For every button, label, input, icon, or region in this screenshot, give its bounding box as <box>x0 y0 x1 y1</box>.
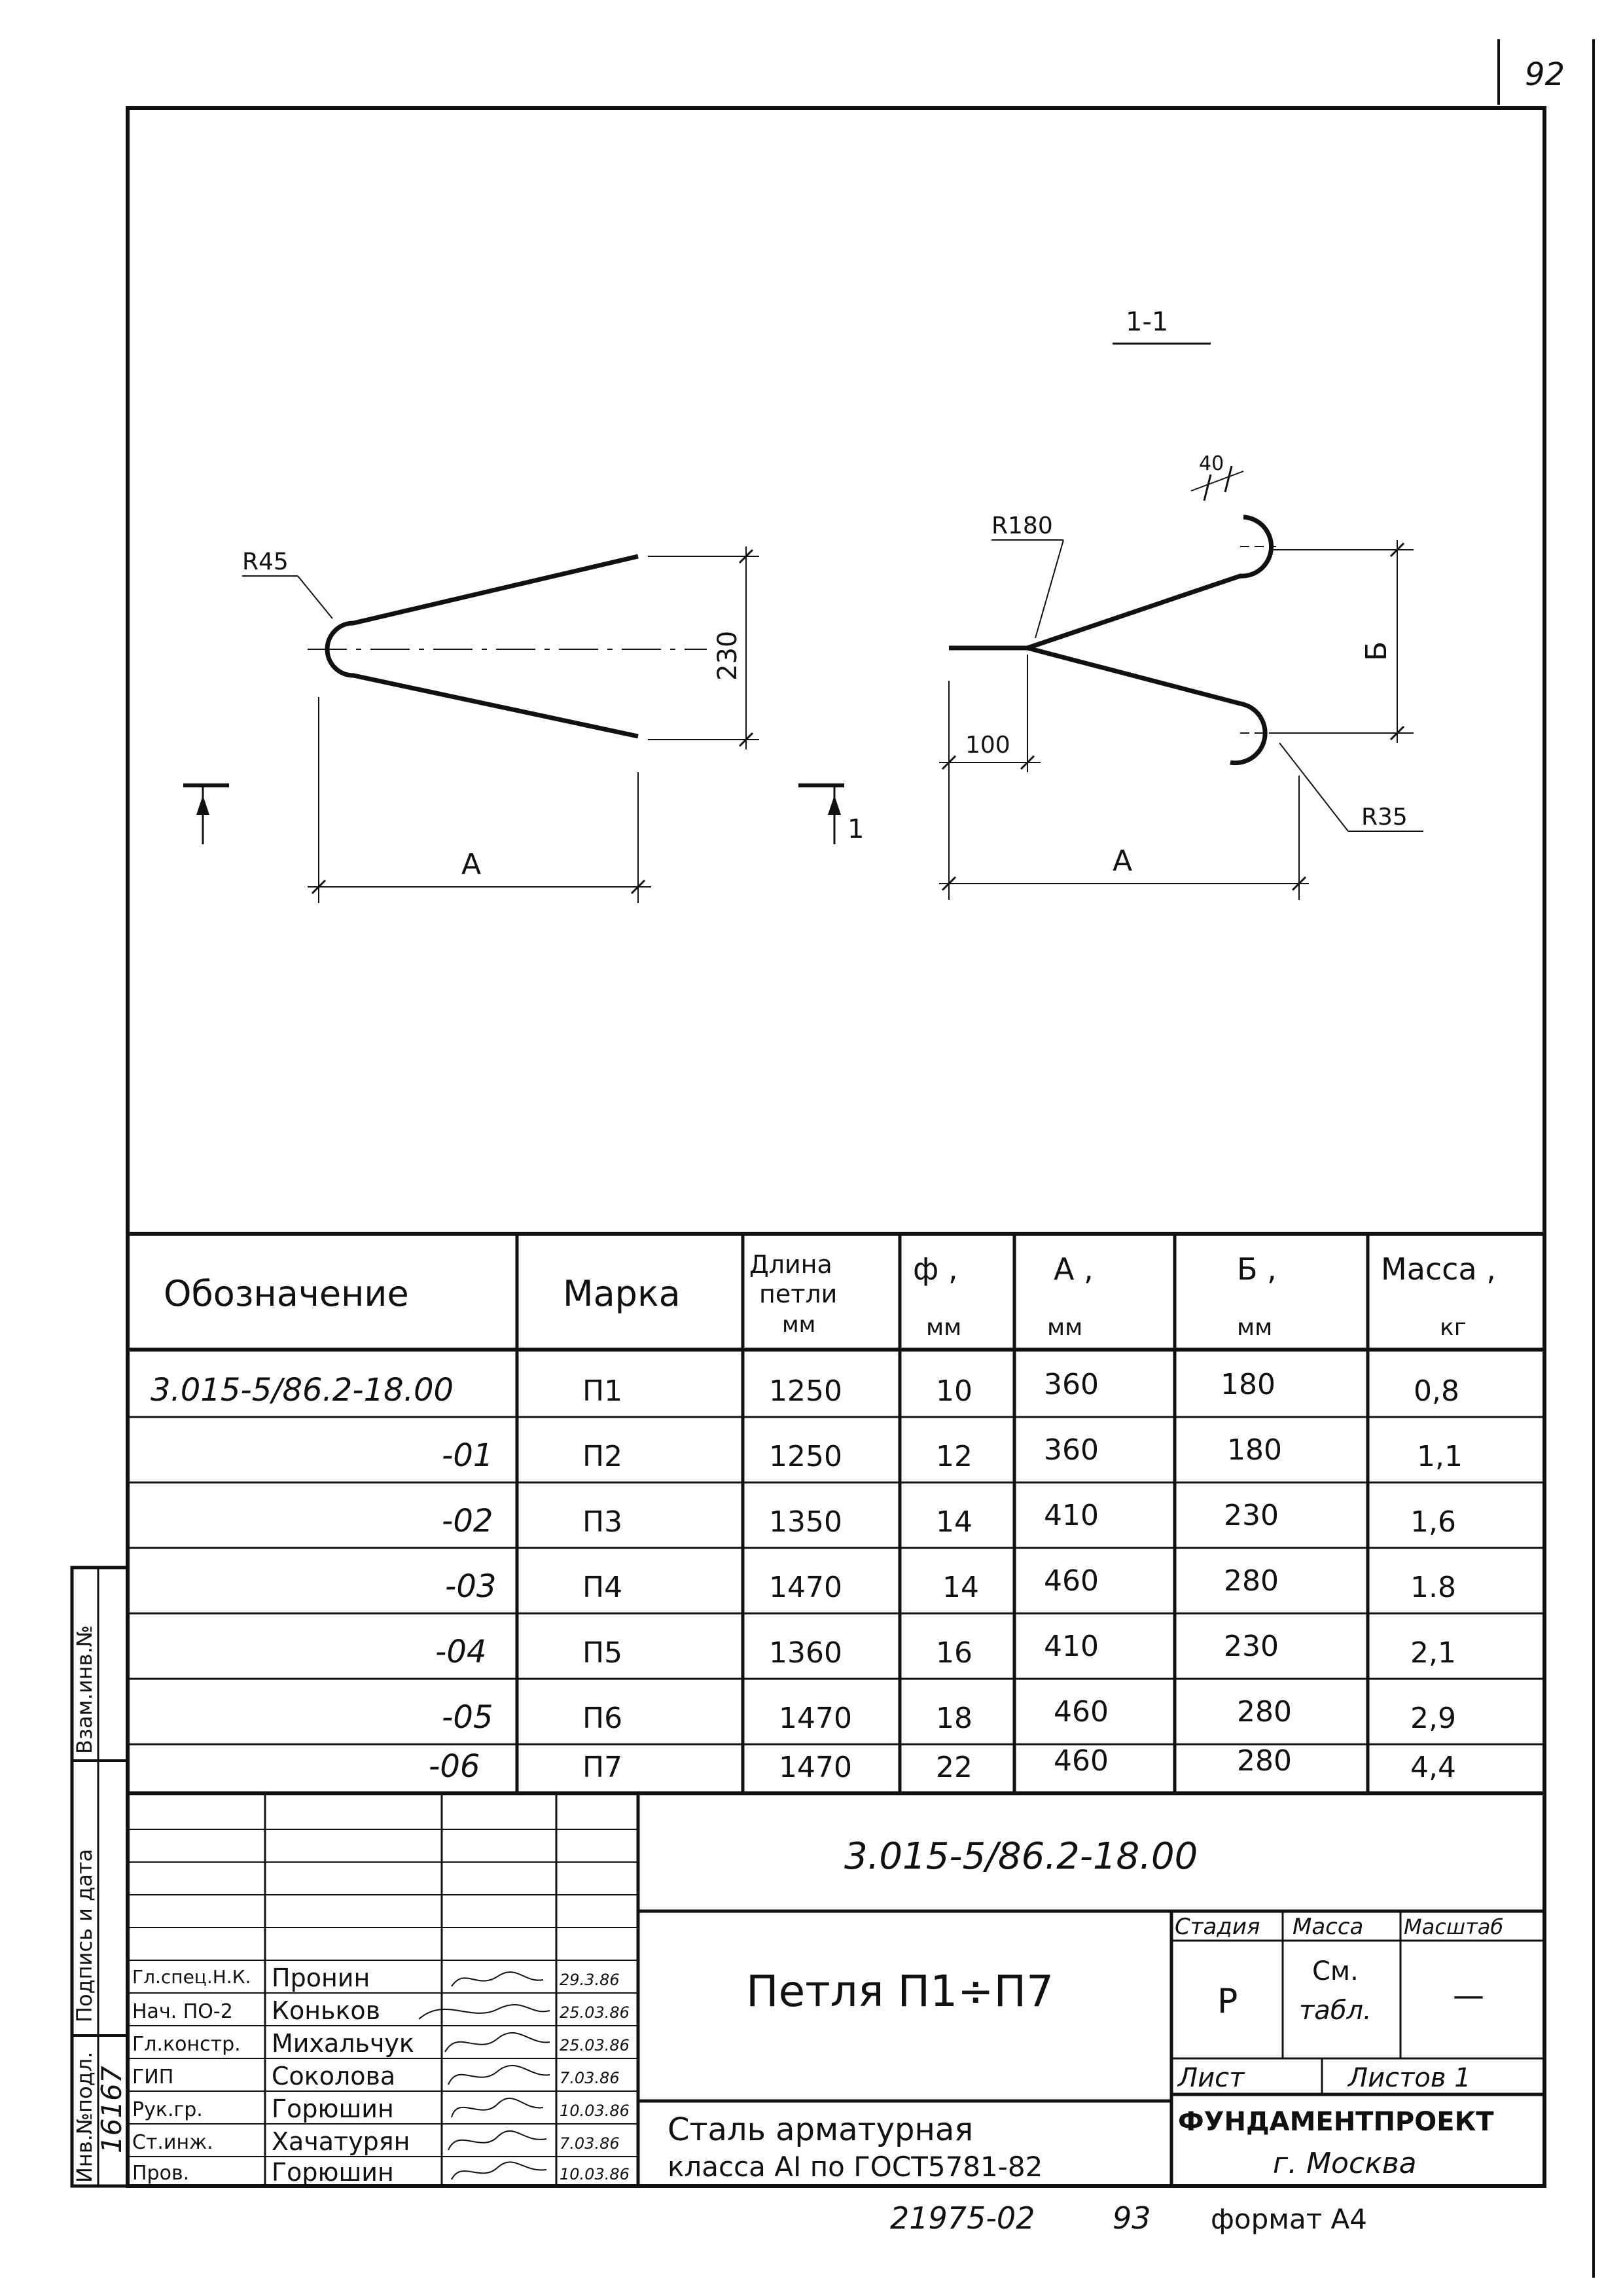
cell-mark: П7 <box>582 1751 623 1784</box>
cell-b: 230 <box>1224 1499 1279 1532</box>
staff-date: 25.03.86 <box>560 2036 630 2054</box>
footer <box>890 2200 1367 2236</box>
material-line1: Сталь арматурная <box>668 2111 974 2148</box>
staff-role: Гл.спец.Н.К. <box>132 1966 251 1988</box>
original-inv-label: Инв.№подл. <box>72 2051 97 2183</box>
staff-role: Нач. ПО-2 <box>132 2000 233 2023</box>
staff-signature <box>448 2131 546 2150</box>
mass-value-line2: табл. <box>1299 1996 1372 2026</box>
header-mass-line1: Масса , <box>1381 1251 1496 1287</box>
staff-name: Горюшин <box>272 2158 394 2187</box>
left-view <box>242 547 759 903</box>
document-code: 3.015-5/86.2-18.00 <box>844 1835 1198 1878</box>
cell-b: 280 <box>1237 1695 1292 1729</box>
staff-date: 29.3.86 <box>560 1971 620 1989</box>
cell-mass: 1,6 <box>1410 1505 1456 1539</box>
table-row <box>442 1499 1456 1539</box>
dim-230-label: 230 <box>713 630 743 681</box>
page-number: 92 <box>1525 56 1565 93</box>
staff-name: Хачатурян <box>272 2127 410 2156</box>
dim-40-label: 40 <box>1199 452 1224 475</box>
dim-100-label: 100 <box>965 732 1010 759</box>
staff-row <box>132 2127 620 2156</box>
staff-signature <box>452 1972 543 1986</box>
staff-signature <box>452 2098 543 2117</box>
section-label: 1-1 <box>1126 307 1169 337</box>
scale-value: — <box>1453 1977 1484 2014</box>
cell-phi: 22 <box>936 1751 972 1784</box>
staff-name: Михальчук <box>272 2029 414 2058</box>
cell-length: 1360 <box>769 1636 842 1670</box>
header-phi-line2: мм <box>926 1314 962 1341</box>
original-inv-number: 16167 <box>96 2066 128 2153</box>
table-row <box>445 1564 1456 1605</box>
cut-mark-left-arrowhead <box>196 795 209 815</box>
cell-length: 1250 <box>769 1374 842 1408</box>
cell-a: 460 <box>1054 1744 1109 1778</box>
section-cut-markers <box>183 785 864 844</box>
cell-a: 460 <box>1054 1695 1109 1729</box>
staff-date: 7.03.86 <box>560 2134 620 2153</box>
cell-mass: 2,9 <box>1410 1702 1456 1735</box>
staff-role: Пров. <box>132 2162 190 2185</box>
product-name: Петля П1÷П7 <box>746 1966 1054 2017</box>
r45-leader <box>298 576 332 619</box>
cell-b: 280 <box>1224 1564 1279 1598</box>
staff-role: Гл.констр. <box>132 2033 241 2056</box>
r35-label: R35 <box>1361 804 1408 831</box>
dim-a2-label: A <box>1113 844 1133 878</box>
staff-date: 10.03.86 <box>560 2102 630 2120</box>
dim-40-tick-right <box>1225 466 1232 492</box>
cell-mark: П5 <box>582 1636 623 1670</box>
cell-a: 360 <box>1044 1433 1099 1467</box>
staff-role: Ст.инж. <box>132 2131 213 2154</box>
dim-a-label: A <box>461 848 482 881</box>
cell-length: 1470 <box>769 1571 842 1604</box>
staff-name: Пронин <box>272 1964 370 1992</box>
dim-b-label: Б <box>1360 641 1393 661</box>
header-phi-line1: ф , <box>913 1251 958 1287</box>
header-length-line3: мм <box>782 1312 816 1338</box>
loop-shape <box>327 556 638 736</box>
header-length-line1: Длина <box>749 1250 832 1279</box>
sheet-frame <box>128 108 1544 2186</box>
staff-row <box>132 1964 620 1992</box>
staff-date: 25.03.86 <box>560 2003 630 2022</box>
cell-mass: 2,1 <box>1410 1636 1456 1670</box>
cell-length: 1470 <box>779 1702 852 1735</box>
material-line2: класса АI по ГОСТ5781-82 <box>668 2151 1043 2183</box>
r45-label: R45 <box>242 548 289 575</box>
cell-mass: 4,4 <box>1410 1751 1456 1784</box>
staff-role: Рук.гр. <box>132 2098 203 2121</box>
header-designation: Обозначение <box>164 1273 409 1314</box>
cell-a: 410 <box>1044 1630 1099 1663</box>
archive-number: 21975-02 <box>890 2200 1035 2236</box>
footer-sheet-number: 93 <box>1113 2200 1151 2236</box>
cell-b: 280 <box>1237 1744 1292 1778</box>
cell-phi: 18 <box>936 1702 972 1735</box>
r35-leader <box>1279 743 1348 831</box>
header-mass-line2: кг <box>1440 1314 1467 1341</box>
stage-value: Р <box>1217 1982 1238 2021</box>
table-row <box>442 1695 1456 1736</box>
stage-header: Стадия <box>1175 1914 1260 1940</box>
staff-signature <box>445 2033 550 2052</box>
cell-mark: П1 <box>582 1374 623 1408</box>
staff-signature <box>448 2066 550 2085</box>
staff-name: Соколова <box>272 2062 396 2090</box>
table-row <box>435 1630 1456 1670</box>
cell-length: 1470 <box>779 1751 852 1784</box>
cell-mark: П6 <box>582 1702 623 1735</box>
cut-mark-right-arrowhead <box>828 795 841 815</box>
cut-mark-number: 1 <box>847 814 865 844</box>
cell-mark: П3 <box>582 1505 623 1539</box>
cell-designation: -05 <box>442 1699 493 1736</box>
staff-row <box>132 2158 630 2187</box>
header-b-line2: мм <box>1237 1314 1273 1341</box>
cell-length: 1250 <box>769 1440 842 1473</box>
header-length-line2: петли <box>759 1280 838 1308</box>
drawing-area <box>183 307 1423 903</box>
cell-mass: 1.8 <box>1410 1571 1456 1604</box>
header-a-line1: А , <box>1054 1251 1094 1287</box>
dim-40-tick-left <box>1204 475 1211 501</box>
sheets-label: Листов 1 <box>1348 2063 1471 2093</box>
signature-date-label: Подпись и дата <box>72 1848 97 2022</box>
cell-phi: 14 <box>936 1505 972 1539</box>
cell-mark: П4 <box>582 1571 623 1604</box>
cell-length: 1350 <box>769 1505 842 1539</box>
staff-name: Коньков <box>272 1996 381 2025</box>
staff-row <box>132 2029 630 2058</box>
side-stamp <box>72 1568 128 2186</box>
cell-a: 460 <box>1044 1564 1099 1598</box>
sheet-label: Лист <box>1178 2063 1245 2093</box>
organization-name: ФУНДАМЕНТПРОЕКТ <box>1178 2107 1494 2137</box>
cell-b: 180 <box>1227 1433 1282 1467</box>
cell-designation: -04 <box>435 1634 487 1670</box>
title-block <box>128 1793 1544 2187</box>
staff-date: 7.03.86 <box>560 2069 620 2087</box>
scale-header: Масштаб <box>1404 1914 1504 1939</box>
organization-city: г. Москва <box>1273 2147 1417 2180</box>
staff-row <box>132 2062 620 2090</box>
cell-phi: 14 <box>942 1571 979 1604</box>
replacement-inv-label: Взам.инв.№ <box>72 1625 97 1754</box>
cell-mass: 1,1 <box>1417 1440 1463 1473</box>
table-row <box>429 1744 1456 1785</box>
cell-a: 410 <box>1044 1499 1099 1532</box>
cell-phi: 12 <box>936 1440 972 1473</box>
table-row <box>151 1368 1459 1408</box>
cell-mass: 0,8 <box>1414 1374 1459 1408</box>
paper-format: формат А4 <box>1211 2203 1367 2235</box>
cell-phi: 10 <box>936 1374 972 1408</box>
mass-value-line1: См. <box>1312 1956 1359 1986</box>
staff-signature <box>452 2162 546 2179</box>
staff-name: Горюшин <box>272 2094 394 2123</box>
cell-designation: 3.015-5/86.2-18.00 <box>151 1372 454 1408</box>
header-mark: Марка <box>563 1273 681 1314</box>
header-a-line2: мм <box>1047 1314 1083 1341</box>
cell-a: 360 <box>1044 1368 1099 1401</box>
staff-row <box>132 2094 630 2123</box>
loop-lower-branch <box>1027 648 1265 763</box>
spec-table <box>128 1234 1544 1793</box>
staff-row <box>132 1996 630 2025</box>
table-row <box>442 1433 1463 1474</box>
cell-designation: -06 <box>429 1748 480 1785</box>
r180-leader <box>1035 540 1063 638</box>
cell-b: 230 <box>1224 1630 1279 1663</box>
staff-signature <box>419 2005 550 2019</box>
staff-role: ГИП <box>132 2066 174 2089</box>
header-b-line1: Б , <box>1237 1251 1277 1287</box>
right-view <box>939 452 1423 900</box>
r180-label: R180 <box>991 512 1053 539</box>
cell-mark: П2 <box>582 1440 623 1473</box>
cell-designation: -03 <box>445 1568 497 1605</box>
staff-date: 10.03.86 <box>560 2165 630 2183</box>
mass-header: Масса <box>1293 1914 1364 1940</box>
cell-phi: 16 <box>936 1636 972 1670</box>
cell-b: 180 <box>1221 1368 1275 1401</box>
cell-designation: -02 <box>442 1503 493 1539</box>
cell-designation: -01 <box>442 1437 493 1474</box>
